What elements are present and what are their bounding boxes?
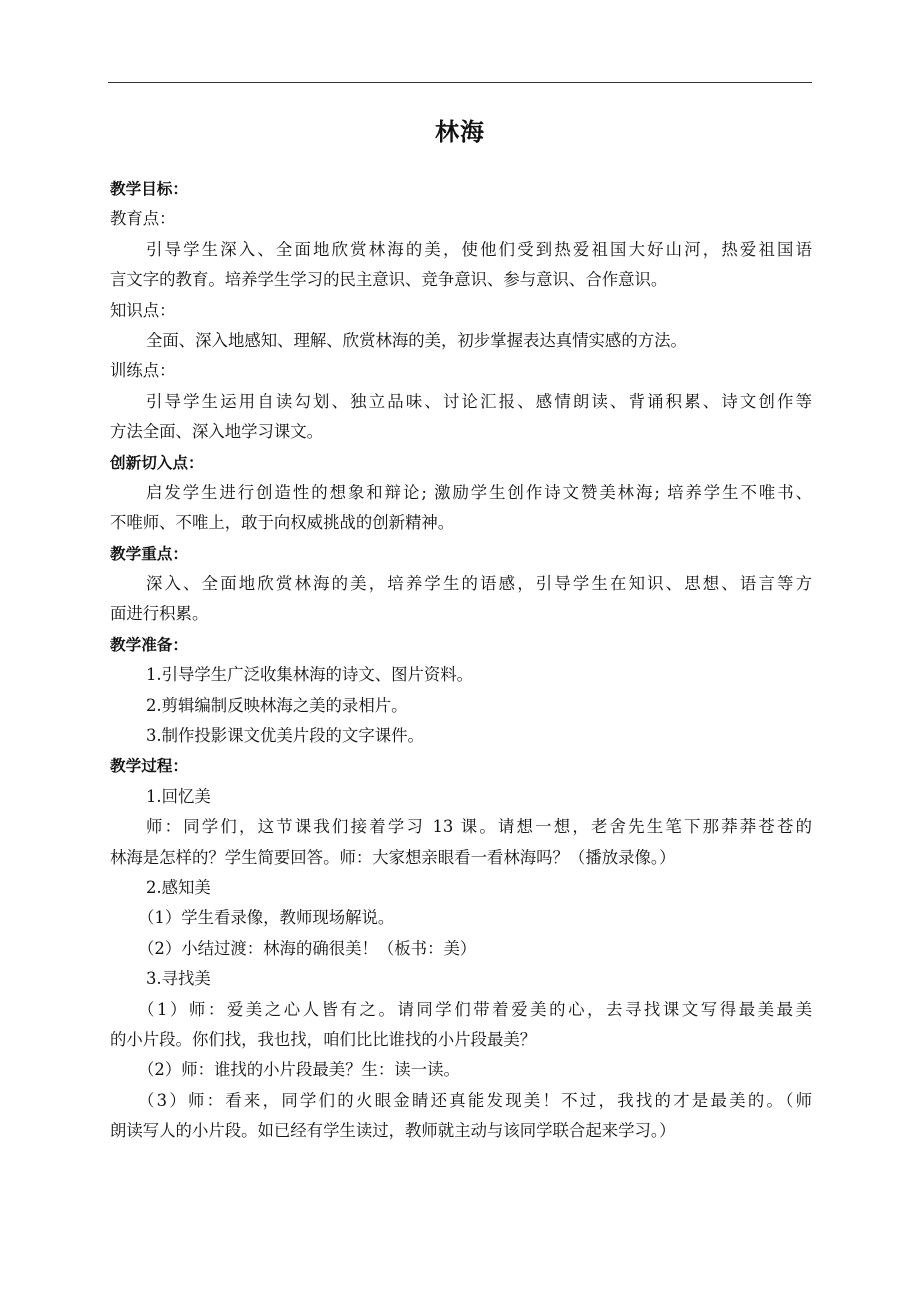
paragraph-line: 3.制作投影课文优美片段的文字课件。 (146, 726, 424, 746)
subsection-label: 知识点： (110, 300, 176, 320)
paragraph-line: （3）师：看来，同学们的火眼金睛还真能发现美！不过，我找的才是最美的。（师 (138, 1090, 812, 1110)
paragraph-line: 2.剪辑编制反映林海之美的录相片。 (146, 695, 408, 715)
paragraph-line: 3.寻找美 (146, 969, 211, 989)
paragraph-line: 引导学生运用自读勾划、独立品味、讨论汇报、感情朗读、背诵积累、诗文创作等 (146, 391, 812, 411)
paragraph-line: （2）小结过渡：林海的确很美！（板书：美） (138, 938, 477, 958)
section-heading: 教学过程： (110, 757, 188, 776)
paragraph-line: （1）学生看录像，教师现场解说。 (138, 908, 395, 928)
section-heading: 教学重点： (110, 544, 188, 563)
header-rule (108, 82, 812, 83)
paragraph-line: 言文字的教育。培养学生学习的民主意识、竞争意识、参与意识、合作意识。 (110, 270, 668, 290)
paragraph-line: 的小片段。你们找，我也找，咱们比比谁找的小片段最美？ (110, 1029, 537, 1049)
section-heading: 创新切入点： (110, 453, 204, 472)
section-heading: 教学准备： (110, 635, 188, 654)
paragraph-line: 1.回忆美 (146, 786, 211, 806)
paragraph-line: 全面、深入地感知、理解、欣赏林海的美，初步掌握表达真情实感的方法。 (146, 330, 687, 350)
subsection-label: 训练点： (110, 361, 176, 381)
paragraph-line: 启发学生进行创造性的想象和辩论; 激励学生创作诗文赞美林海; 培养学生不唯书、 (146, 482, 812, 502)
document-title: 林海 (435, 118, 485, 146)
paragraph-line: 师：同学们，这节课我们接着学习 13 课。请想一想，老舍先生笔下那莽莽苍苍的 (146, 817, 812, 837)
paragraph-line: 引导学生深入、全面地欣赏林海的美，使他们受到热爱祖国大好山河，热爱祖国语 (146, 239, 812, 259)
paragraph-line: 不唯师、不唯上，敢于向权威挑战的创新精神。 (110, 513, 455, 533)
paragraph-line: 1.引导学生广泛收集林海的诗文、图片资料。 (146, 665, 474, 685)
section-heading: 教学目标： (110, 180, 188, 198)
paragraph-line: （2）师：谁找的小片段最美？生：读一读。 (138, 1060, 460, 1080)
paragraph-line: 方法全面、深入地学习课文。 (110, 422, 324, 442)
document-body (110, 174, 812, 1147)
paragraph-line: 林海是怎样的？学生简要回答。师：大家想亲眼看一看林海吗？（播放录像。） (110, 847, 676, 867)
subsection-label: 教育点： (110, 209, 176, 229)
paragraph-line: 深入、全面地欣赏林海的美，培养学生的语感，引导学生在知识、思想、语言等方 (146, 574, 812, 594)
paragraph-line: 面进行积累。 (110, 604, 209, 624)
paragraph-line: （1）师：爱美之心人皆有之。请同学们带着爱美的心，去寻找课文写得最美最美 (138, 999, 812, 1019)
paragraph-line: 2.感知美 (146, 877, 211, 897)
paragraph-line: 朗读写人的小片段。如已经有学生读过，教师就主动与该同学联合起来学习。） (110, 1121, 676, 1141)
